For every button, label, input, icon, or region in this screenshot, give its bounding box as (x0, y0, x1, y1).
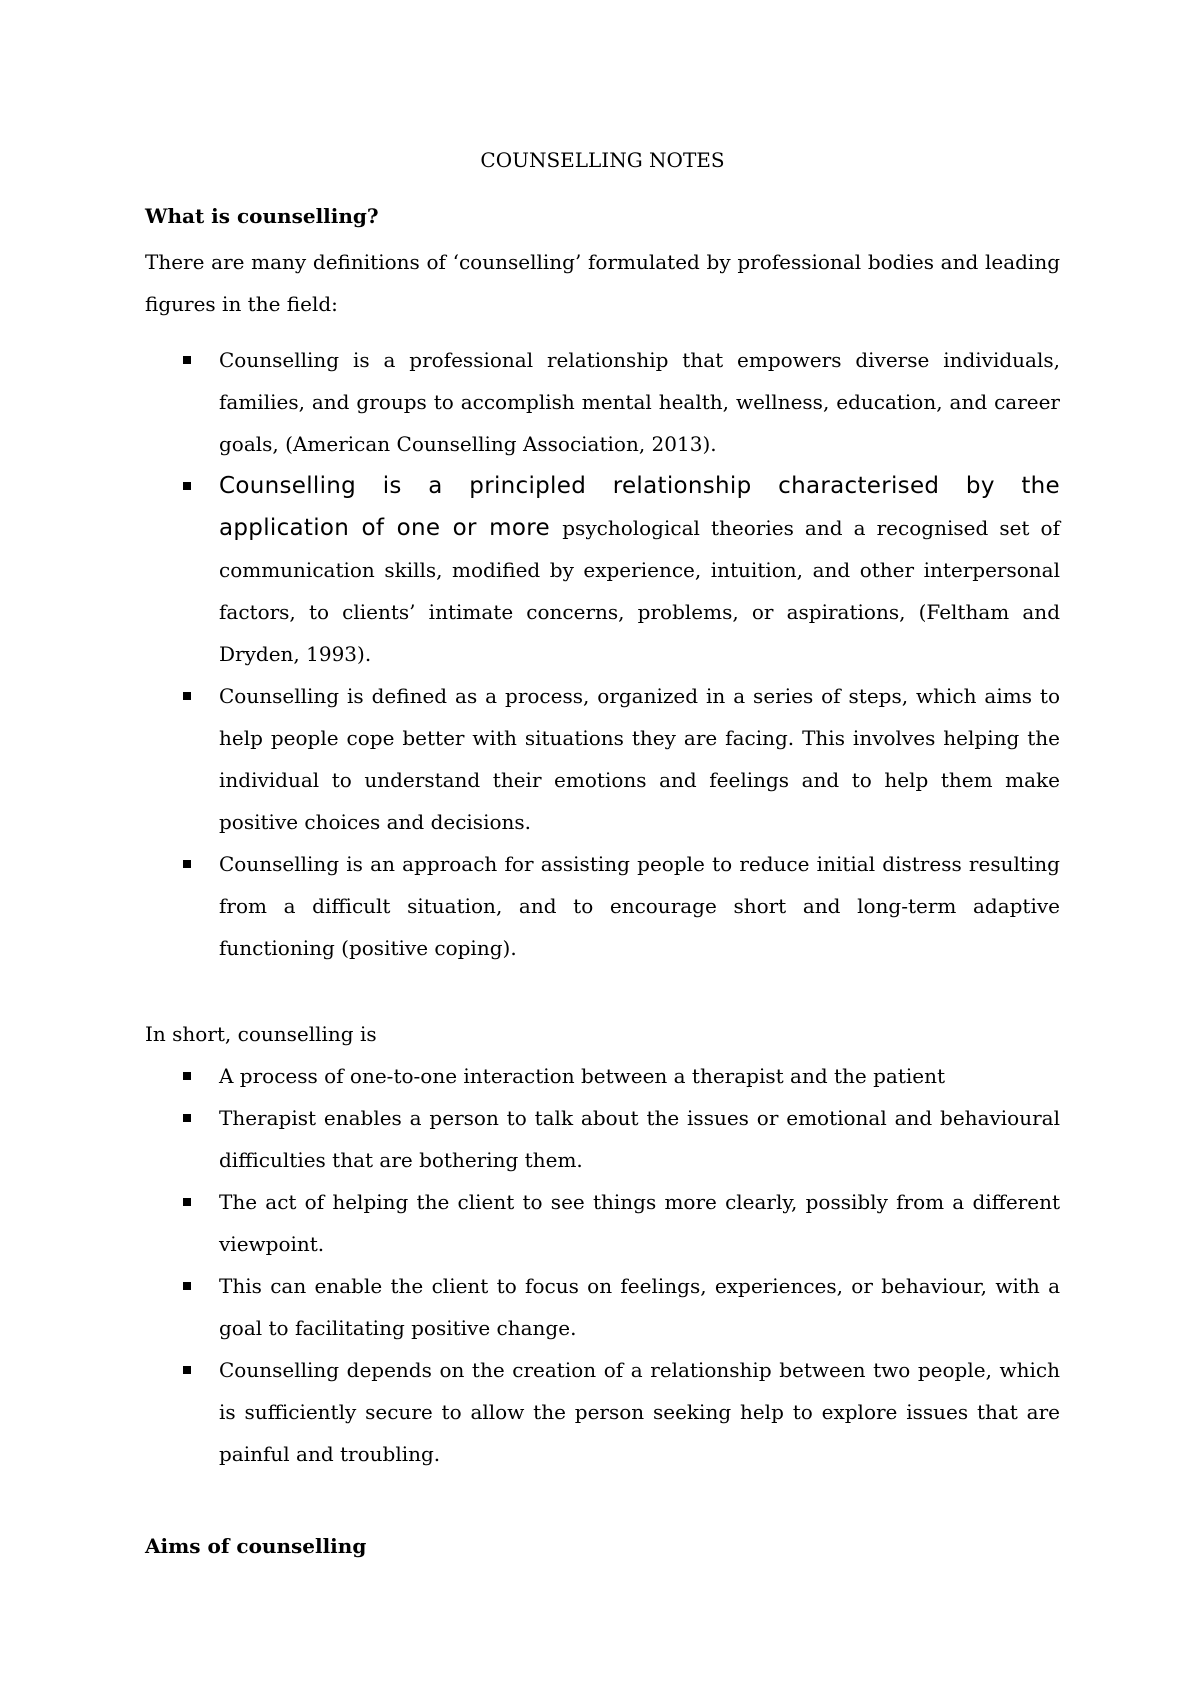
square-bullet-icon (183, 1114, 191, 1122)
section-heading-what-is-counselling: What is counselling? (145, 204, 379, 228)
definition-text: Counselling is a professional relationship that empowers diverse individuals, families, and groups to accomplish mental health, wellness, education, and career goals, (American Counselling Association, 2013). (219, 348, 1060, 456)
list-item (145, 675, 1060, 843)
square-bullet-icon (183, 1366, 191, 1374)
square-bullet-icon (183, 482, 191, 490)
summary-point-text: A process of one-to-one interaction between a therapist and the patient (219, 1064, 946, 1088)
definitions-intro-paragraph: There are many definitions of ‘counselling’ formulated by professional bodies and leading figures in the field: (145, 250, 1060, 316)
definition-text: Counselling is an approach for assisting people to reduce initial distress resulting from a difficult situation, and to encourage short and long-term adaptive functioning (positive coping). (219, 852, 1060, 960)
in-short-paragraph: In short, counselling is (145, 1022, 377, 1046)
list-item (145, 1055, 1060, 1097)
definitions-list (145, 339, 1060, 969)
definition-text: Counselling is defined as a process, organized in a series of steps, which aims to help people cope better with situations they are facing. This involves helping the individual to understand their emotions and feelings and to help them make positive choices and decisions. (219, 684, 1060, 834)
list-item (145, 1181, 1060, 1265)
summary-point-text: Counselling depends on the creation of a relationship between two people, which is sufficiently secure to allow the person seeking help to explore issues that are painful and troubling. (219, 1358, 1060, 1466)
list-item (145, 465, 1060, 675)
summary-point-text: The act of helping the client to see things more clearly, possibly from a different viewpoint. (219, 1190, 1060, 1256)
square-bullet-icon (183, 692, 191, 700)
list-item (145, 1265, 1060, 1349)
summary-point-text: Therapist enables a person to talk about the issues or emotional and behavioural difficulties that are bothering them. (219, 1106, 1060, 1172)
definition-lead-text: Counselling is a principled relationship characterised by the application of one or more (219, 473, 1060, 541)
list-item (145, 1349, 1060, 1475)
section-heading-aims-of-counselling: Aims of counselling (145, 1534, 367, 1558)
summary-points-list (145, 1055, 1060, 1475)
definition-text: psychological theories and a recognised set of communication skills, modified by experience, intuition, and other interpersonal factors, to clients’ intimate concerns, problems, or aspirations, (Feltham and Dryden, 1993). (219, 516, 1060, 666)
list-item (145, 843, 1060, 969)
list-item (145, 339, 1060, 465)
square-bullet-icon (183, 1198, 191, 1206)
square-bullet-icon (183, 356, 191, 364)
list-item (145, 1097, 1060, 1181)
square-bullet-icon (183, 1282, 191, 1290)
square-bullet-icon (183, 1072, 191, 1080)
document-title: COUNSELLING NOTES (480, 148, 725, 172)
summary-point-text: This can enable the client to focus on feelings, experiences, or behaviour, with a goal to facilitating positive change. (219, 1274, 1060, 1340)
square-bullet-icon (183, 860, 191, 868)
